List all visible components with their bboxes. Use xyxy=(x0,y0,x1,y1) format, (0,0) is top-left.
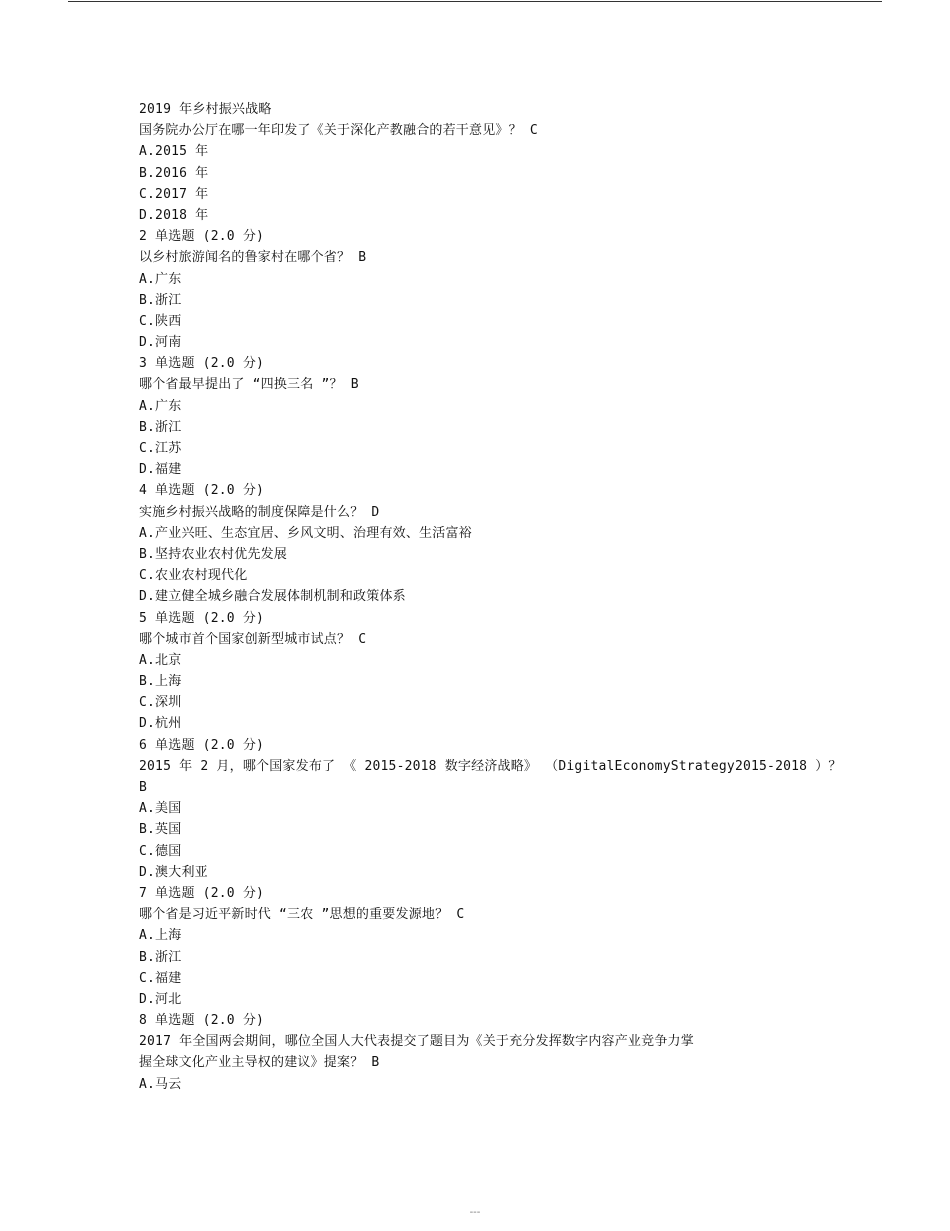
header-rule xyxy=(68,1,882,2)
question-2-option-d: D.河南 xyxy=(139,335,182,351)
question-1-option-d: D.2018 年 xyxy=(139,207,209,223)
question-5-option-a: A.北京 xyxy=(139,652,182,668)
question-3-stem: 哪个省最早提出了 “四换三名 ”？ B xyxy=(139,377,359,393)
document-title: 2019 年乡村振兴战略 xyxy=(139,102,272,117)
question-7-option-b: B.浙江 xyxy=(139,949,182,965)
question-1-stem: 国务院办公厅在哪一年印发了《关于深化产教融合的若干意见》？ C xyxy=(139,123,538,139)
question-6-option-b: B.英国 xyxy=(139,822,182,838)
question-8-stem-continued: 握全球文化产业主导权的建议》提案？ B xyxy=(139,1055,380,1071)
question-6-header: 6 单选题 (2.0 分) xyxy=(139,737,265,753)
question-6-option-c: C.德国 xyxy=(139,843,182,859)
question-1-option-c: C.2017 年 xyxy=(139,186,209,202)
question-4-option-c: C.农业农村现代化 xyxy=(139,568,248,584)
question-3-option-a: A.广东 xyxy=(139,398,182,414)
question-5-header: 5 单选题 (2.0 分) xyxy=(139,610,265,626)
question-2-option-a: A.广东 xyxy=(139,271,182,287)
question-4-option-d: D.建立健全城乡融合发展体制机制和政策体系 xyxy=(139,589,406,605)
question-3-option-b: B.浙江 xyxy=(139,419,182,435)
question-7-option-a: A.上海 xyxy=(139,928,182,944)
question-2-header: 2 单选题 (2.0 分) xyxy=(139,229,265,245)
question-5-option-c: C.深圳 xyxy=(139,695,182,711)
question-7-stem: 哪个省是习近平新时代 “三农 ”思想的重要发源地？ C xyxy=(139,907,465,923)
question-8-header: 8 单选题 (2.0 分) xyxy=(139,1013,265,1029)
question-4-option-b: B.坚持农业农村优先发展 xyxy=(139,546,288,562)
question-6-option-d: D.澳大利亚 xyxy=(139,864,208,880)
question-6-stem-continued: B xyxy=(139,780,148,795)
question-1-option-a: A.2015 年 xyxy=(139,144,209,160)
page-footer-mark: --- xyxy=(469,1207,481,1218)
question-6-option-a: A.美国 xyxy=(139,801,182,817)
question-5-option-d: D.杭州 xyxy=(139,716,182,732)
question-5-stem: 哪个城市首个国家创新型城市试点？ C xyxy=(139,631,367,647)
question-3-option-d: D.福建 xyxy=(139,462,182,478)
question-5-option-b: B.上海 xyxy=(139,674,182,690)
question-7-option-c: C.福建 xyxy=(139,970,182,986)
question-2-option-b: B.浙江 xyxy=(139,292,182,308)
question-8-option-a: A.马云 xyxy=(139,1076,182,1092)
question-2-stem: 以乡村旅游闻名的鲁家村在哪个省？ B xyxy=(139,250,367,266)
document-body xyxy=(139,99,869,1095)
question-3-option-c: C.江苏 xyxy=(139,441,182,456)
question-1-option-b: B.2016 年 xyxy=(139,165,209,181)
question-7-header: 7 单选题 (2.0 分) xyxy=(139,885,265,901)
question-7-option-d: D.河北 xyxy=(139,991,182,1007)
question-2-option-c: C.陕西 xyxy=(139,313,182,329)
question-4-stem: 实施乡村振兴战略的制度保障是什么？ D xyxy=(139,504,380,520)
question-3-header: 3 单选题 (2.0 分) xyxy=(139,356,265,372)
question-6-stem: 2015 年 2 月，哪个国家发布了 《 2015-2018 数字经济战略》 （DigitalEconomyStrategy2015-2018 ）？ xyxy=(139,758,842,774)
question-8-stem: 2017 年全国两会期间，哪位全国人大代表提交了题目为《关于充分发挥数字内容产业竞争力掌 xyxy=(139,1034,694,1050)
question-4-option-a: A.产业兴旺、生态宜居、乡风文明、治理有效、生活富裕 xyxy=(139,525,472,541)
question-4-header: 4 单选题 (2.0 分) xyxy=(139,483,265,499)
